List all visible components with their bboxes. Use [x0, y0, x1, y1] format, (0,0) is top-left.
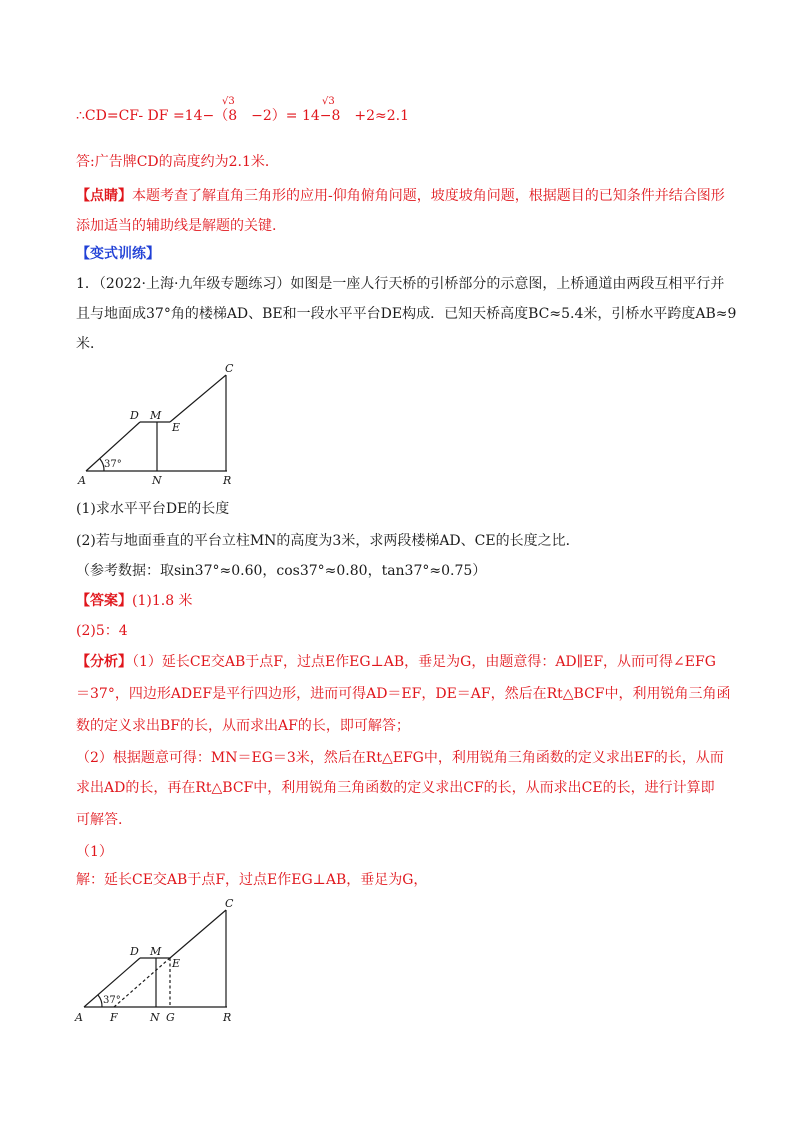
- comment-tag: 【点睛】: [76, 188, 132, 204]
- reference-data: （参考数据：取sin37°≈0.60，cos37°≈0.80，tan37°≈0.75）: [76, 563, 487, 579]
- extension-ef: [114, 958, 170, 1007]
- label-c-2: C: [225, 897, 234, 910]
- label-d: D: [130, 409, 139, 422]
- label-g-2: G: [166, 1011, 175, 1024]
- stair-ec-2: [170, 910, 226, 958]
- problem-line-1: 1．（2022·上海·九年级专题练习）如图是一座人行天桥的引桥部分的示意图，上桥通道由两段互相平行并: [76, 276, 725, 292]
- answer-tag: 【答案】: [76, 593, 132, 609]
- label-c: C: [225, 362, 234, 375]
- label-angle-2: 37°: [103, 995, 121, 1006]
- analysis-text-1: （1）延长CE交AB于点F，过点E作EG⊥AB，垂足为G，由题意得：AD∥EF，从而可得∠EFG: [132, 654, 716, 670]
- answer-1: (1)1.8 米: [132, 593, 193, 609]
- label-r: R: [223, 474, 232, 487]
- analysis-line-1: [76, 652, 736, 672]
- label-a-2: A: [75, 1011, 83, 1024]
- answer-tag-line: [76, 591, 736, 611]
- label-d-2: D: [130, 945, 139, 958]
- comment-line-1: [76, 186, 736, 206]
- label-m-2: M: [150, 945, 162, 958]
- solution-line-1: 解：延长CE交AB于点F，过点E作EG⊥AB，垂足为G，: [76, 872, 428, 888]
- previous-answer: 答:广告牌CD的高度约为2.1米．: [76, 154, 279, 170]
- comment-text-1: 本题考查了解直角三角形的应用-仰角俯角问题，坡度坡角问题，根据题目的已知条件并结合图形: [132, 188, 725, 204]
- formula-part-1: ∴CD=CF- DF =14−（8: [76, 108, 238, 124]
- label-r-2: R: [223, 1011, 232, 1024]
- formula-line: [76, 106, 736, 126]
- analysis-line-4: （2）根据题意可得：MN＝EG＝3米，然后在Rt△EFG中，利用锐角三角函数的定义求出EF的长，从而: [76, 750, 724, 766]
- section-title: 【变式训练】: [76, 246, 160, 262]
- label-e: E: [172, 421, 181, 434]
- label-m: M: [150, 409, 162, 422]
- analysis-line-5: 求出AD的长，再在Rt△BCF中，利用锐角三角函数的定义求出CF的长，从而求出CE的长，进行计算即: [76, 780, 715, 796]
- sqrt-superscript-1: √3: [222, 96, 235, 107]
- solution-part: （1）: [76, 844, 113, 860]
- stair-ec: [170, 375, 226, 422]
- label-a: A: [78, 474, 86, 487]
- question-1: (1)求水平平台DE的长度: [76, 501, 230, 517]
- bridge-figure-1: [70, 360, 260, 490]
- label-e-2: E: [172, 957, 181, 970]
- question-2: (2)若与地面垂直的平台立柱MN的高度为3米，求两段楼梯AD、CE的长度之比．: [76, 533, 580, 549]
- formula-part-3: +2≈2.1: [354, 108, 410, 124]
- label-angle: 37°: [104, 459, 122, 470]
- label-n: N: [152, 474, 162, 487]
- analysis-line-3: 数的定义求出BF的长，从而求出AF的长，即可解答；: [76, 718, 410, 734]
- answer-2: (2)5：4: [76, 623, 128, 639]
- analysis-line-2: ＝37°，四边形ADEF是平行四边形，进而可得AD＝EF，DE＝AF，然后在Rt△BCF中，利用锐角三角函: [76, 686, 731, 702]
- comment-line-2: 添加适当的辅助线是解题的关键.: [76, 218, 277, 234]
- problem-line-3: 米．: [76, 336, 104, 352]
- formula-part-2: −2）= 14−8: [251, 108, 341, 124]
- analysis-tag: 【分析】: [76, 654, 132, 670]
- analysis-line-6: 可解答.: [76, 812, 123, 828]
- problem-line-2: 且与地面成37°角的楼梯AD、BE和一段水平平台DE构成．已知天桥高度BC≈5.4米，引桥水平跨度AB≈9: [76, 306, 737, 322]
- bridge-figure-2: [70, 895, 260, 1030]
- angle-arc-2: [98, 995, 102, 1007]
- label-f-2: F: [110, 1011, 118, 1024]
- label-n-2: N: [150, 1011, 160, 1024]
- sqrt-superscript-2: √3: [322, 96, 335, 107]
